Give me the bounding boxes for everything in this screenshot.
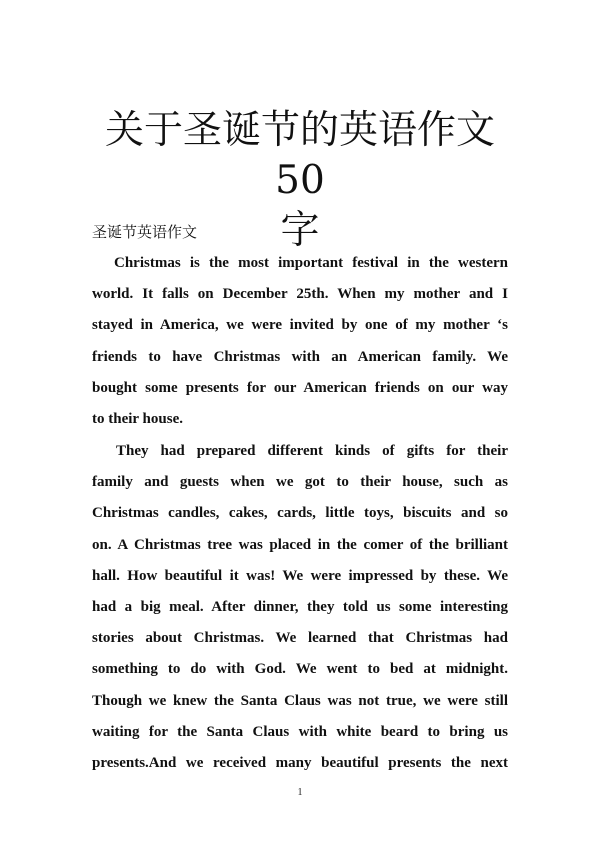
paragraph-line: something to do with God. We went to bed at midnight. [92, 661, 508, 678]
paragraph-line: Christmas candles, cakes, cards, little toys, biscuits and so [92, 505, 508, 522]
paragraph-line: stayed in America, we were invited by one of my mother ‘s [92, 317, 508, 334]
paragraph-line: family and guests when we got to their house, such as [92, 474, 508, 491]
paragraph-line: Christmas is the most important festival in the western [114, 255, 508, 271]
paragraph-line: friends to have Christmas with an American family. We [92, 348, 508, 365]
title-line-2: 字 [280, 208, 320, 253]
paragraph-2 [92, 436, 508, 779]
paragraph-line: bought some presents for our American friends on our way [92, 379, 508, 396]
paragraph-line: waiting for the Santa Claus with white beard to bring us [92, 723, 508, 740]
page-number: 1 [297, 787, 303, 798]
paragraph-line: world. It falls on December 25th. When my mother and I [92, 286, 508, 303]
paragraph-line: to their house. [92, 410, 183, 427]
paragraph-1 [92, 248, 508, 435]
paragraph-line: They had prepared different kinds of gifts for their [116, 443, 508, 459]
title-line-1: 关于圣诞节的英语作文 50 [104, 108, 495, 203]
paragraph-line: stories about Christmas. We learned that Christmas had [92, 630, 508, 647]
paragraph-line: presents.And we received many beautiful presents the next [92, 754, 508, 771]
paragraph-line: hall. How beautiful it was! We were impressed by these. We [92, 567, 508, 584]
section-heading: 圣诞节英语作文 [92, 223, 198, 241]
paragraph-line: Though we knew the Santa Claus was not true, we were still [92, 692, 508, 709]
paragraph-line: had a big meal. After dinner, they told us some interesting [92, 598, 508, 615]
paragraph-line: on. A Christmas tree was placed in the comer of the brilliant [92, 536, 508, 553]
